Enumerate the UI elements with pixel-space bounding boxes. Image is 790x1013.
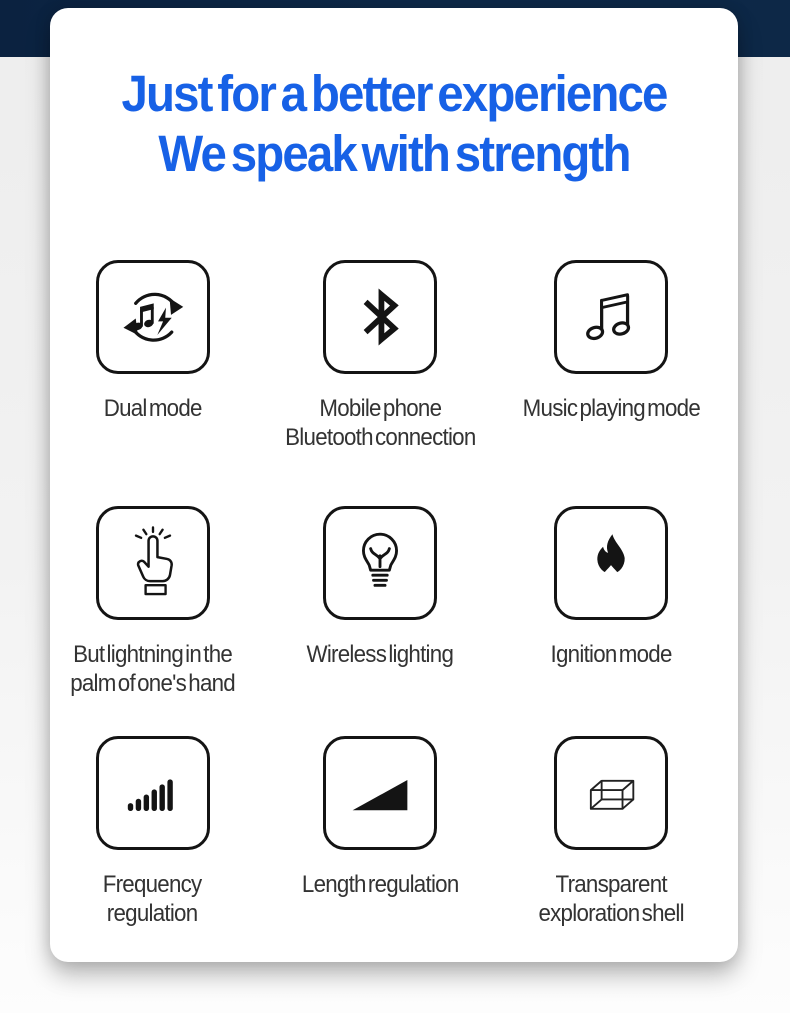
feature-label: Dual mode <box>103 395 202 422</box>
icon-frame <box>323 736 437 850</box>
icon-frame <box>323 260 437 374</box>
feature-label-2: exploration shell <box>538 900 684 927</box>
icon-frame <box>554 736 668 850</box>
signal-bars-icon <box>117 757 189 829</box>
feature-label-2: regulation <box>107 900 198 927</box>
feature-label: Wireless lighting <box>306 641 454 668</box>
icon-frame <box>323 506 437 620</box>
icon-frame <box>554 260 668 374</box>
flame-icon <box>575 527 647 599</box>
feature-music-playing <box>516 260 707 423</box>
feature-frequency <box>96 736 210 928</box>
feature-label: Transparent <box>555 871 667 898</box>
feature-label: Ignition mode <box>550 641 672 668</box>
feature-dual-mode <box>96 260 210 423</box>
feature-label-2: Bluetooth connection <box>284 424 476 451</box>
feature-label: Frequency <box>103 871 202 898</box>
feature-label: Music playing mode <box>522 395 700 422</box>
feature-label: But lightning in the <box>72 641 233 668</box>
bluetooth-icon <box>344 281 416 353</box>
icon-frame <box>96 506 210 620</box>
music-power-cycle-icon <box>117 281 189 353</box>
music-notes-icon <box>575 281 647 353</box>
icon-frame <box>554 506 668 620</box>
icon-frame <box>96 736 210 850</box>
feature-wireless-lighting <box>301 506 459 669</box>
page-title <box>74 8 714 184</box>
feature-ignition-mode <box>546 506 676 669</box>
light-bulb-icon <box>344 527 416 599</box>
title-line-1: Just for a better experience <box>121 65 667 122</box>
feature-transparent-shell <box>533 736 689 928</box>
title-line-2: We speak with strength <box>158 125 630 182</box>
touch-tap-icon <box>116 526 190 600</box>
wedge-triangle-icon <box>344 757 416 829</box>
feature-label: Length regulation <box>301 871 459 898</box>
feature-label: Mobile phone <box>319 395 441 422</box>
wireframe-box-icon <box>575 757 647 829</box>
feature-grid <box>50 260 738 928</box>
content-card <box>50 8 738 962</box>
feature-bluetooth <box>278 260 483 452</box>
icon-frame <box>96 260 210 374</box>
feature-length-regulation <box>296 736 464 899</box>
feature-label-2: palm of one's hand <box>70 670 235 697</box>
feature-touch-control <box>64 506 241 698</box>
